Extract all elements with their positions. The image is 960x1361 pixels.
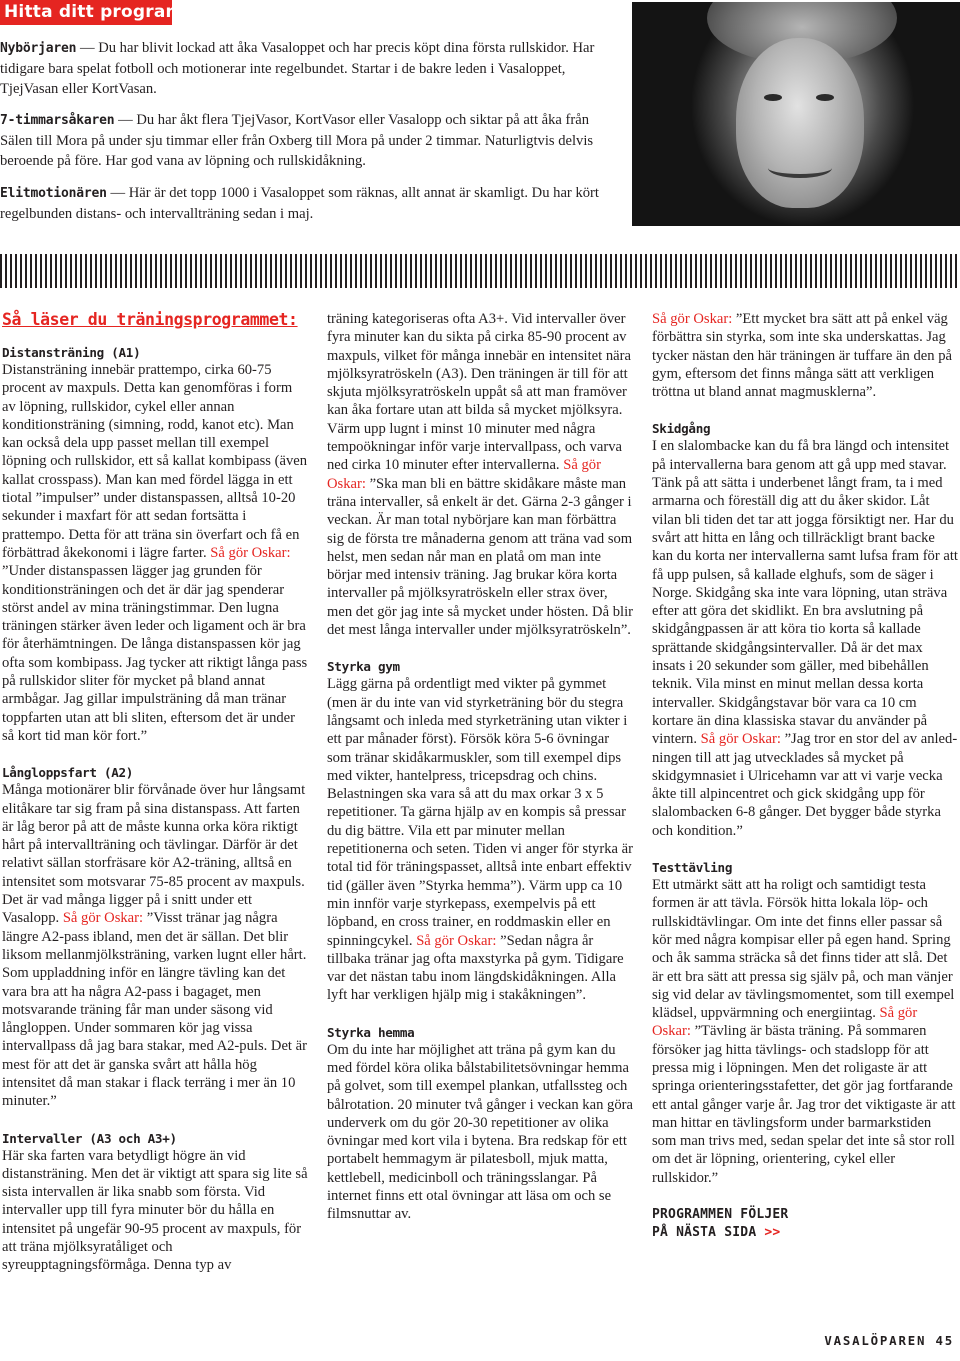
section-title: Så läser du träningsprogrammet: [2,310,298,329]
oskar-label: Så gör Oskar: [327,457,601,492]
next-line-1: PROGRAMMEN FÖLJER [652,1207,789,1223]
oskar-label: Så gör Oskar: [700,731,781,748]
page-footer: VASALÖPAREN 45 [824,1333,954,1348]
oskar-label: Så gör Oskar: [62,910,144,927]
intro-lead: Elitmotionären [0,186,107,201]
intro-dash: — [110,185,129,201]
paragraph: Lägg gärna på ordentligt med vikter på gymmet (men är du inte van vid styrketräning bör du stegra långsamt och inleda med styrketräning utan vikter i ett par månader först). Försök köra 5-6 övningar som tränar skidåkarmuskler, som till exempel dips med vikter, hantelpress, tricepsdrag och chins. Belastningen ska vara så att du max orkar 3 x 5 repetitioner. Ta gärna hjälp av en kompis så pressar du dig bättre. Vila ett par minuter mellan repetitionerna och seten. Tiden vi anger för styrka är total tid för träningspasset, alltså inte enbart effektiv tid (gäller även ”Styrka hemma”). Värm upp ca 10 min innför varje styrkepass, exempelvis på ett löpband, en cross trainer, en roddmaskin eller en spinningcykel. Så gör Oskar: ”Sedan några år tillbaka tränar jag ofta maxstyrka på gym. Tidigare var det nästan tabu inom längdskidåkningen. Alla lyft har verkligen hjälp mig i stakåkningen”. [327,676,633,1004]
heading-intervaller: Intervaller (A3 och A3+) [2,1130,177,1146]
headline-title: Hitta ditt program [4,2,184,22]
oskar-label: Så gör Oskar: [652,1005,918,1040]
photo-eye [816,94,834,101]
oskar-label: Så gör Oskar: [416,932,497,949]
heading-distanstraning: Distansträning (A1) [2,345,141,360]
heading-langloppsfart: Långloppsfart (A2) [2,765,134,781]
intro-lead: Nybörjaren [0,41,77,56]
heading-styrka-gym: Styrka gym [327,659,400,675]
intro-7timmarsakaren [0,110,610,172]
intro-lead: 7-timmarsåkaren [0,113,115,128]
portrait-photo [632,2,960,226]
barcode-divider [0,254,960,288]
intro-elitmotionaren [0,183,610,224]
next-arrow-icon: >> [764,1225,781,1241]
heading-styrka-hemma: Styrka hemma [327,1024,415,1040]
intro-text: Du har blivit lockad att åka Vasaloppet och har precis köpt dina första rullskidor. Har tidigare bara spelat fotboll och motionerar inte regelbundet. Startar i de bakre leden i Vasaloppet, TjejVasan eller KortVasan. [0,40,595,98]
paragraph: Här ska farten vara betydligt högre än vid distansträning. Men det är viktigt att spara sig lite så sista intervallen är lika snabb som första. Vid intervaller upp till fyra minuter bör du hålla en intensitet på ungefär 90-95 procent av maxpuls, för att träna mjölksyratåliget och syreupptagningsförmåga. Denna typ av [2,1147,308,1274]
column-1 [2,310,308,1275]
paragraph: Distansträning innebär prattempo, cirka 60-75 procent av maxpuls. Detta kan genomföras i form av löpning, rullskidor, cykel eller annan konditionsträning (simning, rodd, kanot etc). Man kan också dela upp passet mellan till exempel löpning och rullskidor, ett så kallat kombipass (även kallat crosspass). Man kan med fördel lägga in ett tiotal ”impulser” under distanspassen, alltså 10-20 sekunder i maxfart för att sedan fortsätta i prattempo. Detta för att träna sin överfart och få en förbättrad åkekonomi i lägre farter. Så gör Oskar: ”Under distanspassen lägger jag grunden för konditionsträningen och det är där jag spenderar störst andel av mina träningstimmar. Den lugna träningen stärker även leder och ligament och är bra för återhämtningen. De långa distanspassen kör jag ofta som kombipass. Jag tycker att riktigt långa pass på rullskidor sliter för mycket på bland annat armbågar. Jag gillar impulsträning då man tränar toppfarten utan att bli sliten, eftersom det är under så kort tid man kör fort.” [2,362,308,744]
oskar-label: Så gör Oskar: [210,544,291,561]
heading-testtavling: Testtävling [652,860,733,876]
paragraph: I en slalombacke kan du få bra längd och intensitet på intervallerna bara genom att gå upp med stavar. Tänk på att sätta i underbenet långt fram, ta i med armarna och föreställ dig att du åker skidor. Låt vilan bli tiden det tar att jogga försiktigt ner. Har du svårt att hitta en lång och tillräckligt brant backe kan du korta ner intervallerna samt lufsa fram för att få upp pulsen, så kallade elghufs, som de säger i Norge. Skidgång ska inte vara löpning, utan sträva efter att göra det skidlikt. En bra avslutning på skidgångpassen är att köra tio korta så kallade sprättande skidgångsintervaller. Då är det max insats i 20 sekunder som gäller, med bibehållen teknik. Vila minst en minut mellan dessa korta intervaller. Skidgångstavar bör vara ca 10 cm kortare än dina klassiska stavar du använder på vintern. Så gör Oskar: ”Jag tror en stor del av anledningen till att jag utvecklades så mycket på skidgymnasiet i Ulricehamn var att vi varje vecka åkte till alpincentret och gick skidgång upp för slalombacken 6-8 gånger. Det bygger både styrka och kondition.” [652,438,958,839]
column-3 [652,310,958,1242]
paragraph: Så gör Oskar: ”Ett mycket bra sätt att på enkel väg förbättra sin styrka, som inte ska underskattas. Jag tycker nästan den här träningen är tuffare än den på gym, eftersom det finns många sätt att verkligen tröttna ut bland annat magmusklerna”. [652,311,952,401]
heading-skidgang: Skidgång [652,421,711,437]
paragraph: träning kategoriseras ofta A3+. Vid intervaller över fyra minuter kan du sikta på cirka 85-90 procent av maxpuls, vilket för många innebär en intensitet nära mjölksyratröskeln (A3). Den träningen är till för att skjuta mjölksyratröskeln uppåt så att man framöver kan åka fortare utan att bilda så mycket mjölksyra. Värm upp lugnt i minst 10 minuter med några tempoökningar inför varje intervallpass, och varva ned cirka 10 minuter efter intervallerna. Så gör Oskar: ”Ska man bli en bättre skidåkare måste man träna intervaller, så enkelt är det. Gärna 2-3 gånger i veckan. Är man total nybörjare kan man förbättra sig de första tre månaderna genom att träna vad som helst, men sedan når man en platå om man inte börjar med intensiv träning. Jag brukar köra korta intervaller på mjölksyratröskeln eller strax över, men det gör jag inte så mycket under hösten. Då blir det mest långa intervaller under mjölksyratröskeln”. [327,311,633,639]
intro-dash: — [118,112,137,128]
paragraph: Om du inte har möjlighet att träna på gym kan du med fördel köra olika bålstabilitetsövningar hemma på golvet, som till exempel plankan, utfallssteg och bålrotation. 20 minuter två gånger i veckan kan göra underverk om du gör 20-30 repetitioner av olika övningar med kort vila i bytena. Bra redskap för ett portabelt hemmagym är pilatesboll, mjuk matta, kettlebell, medicinboll och träningsslangar. På internet finns ett otal övningar att läsa om och se filmsnuttar av. [327,1041,633,1223]
photo-eye [764,94,782,101]
next-line-2: PÅ NÄSTA SIDA >> [652,1225,781,1241]
intro-text: Du har åkt flera TjejVasor, KortVasor eller Vasalopp och siktar på att åka från Sälen till Mora på under sju timmar eller från Oxberg till Mora på under 2 timmar. Naturligtvis delvis beroende på före. Har god vana av löpning och rullskidåkning. [0,112,594,170]
intro-text: Här är det topp 1000 i Vasaloppet som räknas, allt annat är skamligt. Du har kört regelbunden distans- och intervallträning sedan i maj. [0,185,599,223]
oskar-label: Så gör Oskar: [652,311,733,327]
next-page-note [652,1206,958,1242]
intro-nyborjaren [0,38,610,100]
intro-dash: — [79,40,99,56]
photo-face [736,38,864,208]
paragraph: Ett utmärkt sätt att ha roligt och samtidigt testa formen är att tävla. Försök hitta lokala löp- och rullskidtävlingar. Om inte det finns eller passar så kör med några kompisar eller på egen hand. Spring och åk samma sträcka så det finns tider att slå. Det är ett bra sätt att pressa sig själv på, och man vänjer sig vid delar av tävlingsmomentet, som till exempel klädsel, uppvärmning och energiintag. Så gör Oskar: ”Tävling är bästa träning. På sommaren försöker jag hitta tävlings- och stadslopp för att pressa mig i löpningen. Men det roligaste är att springa orienteringsstafetter, det gör jag fortfarande ett antal gånger varje år. Jag tror det viktigaste är att man hittar en tävlingsform under barmarkstiden som man trivs med, sedan spelar det inte så stor roll om det är löpning, orientering, cykel eller rullskidor.” [652,877,956,1186]
paragraph: Många motionärer blir förvånade över hur långsamt elitåkare tar sig fram på sina distanspass. Att farten är låg beror på att de måste kunna orka köra riktigt hårt på intervallträning och tävlingar. Därför är det relativt sällan storfräsare kör A2-träning, alltså en intensitet som motsvarar 75-85 procent av maxpuls. Det är vad många ligger på i snitt under ett Vasalopp. Så gör Oskar: ”Visst tränar jag några längre A2-pass ibland, men det är sällan. Det blir liksom mellanmjölksträning, varken lugnt eller hårt. Som uppladdning inför en längre tävling kan det vara bra att ha några A2-pass i bagaget, men motsvarande träning får man under säsong vid långloppen. Under sommaren kör jag vissa intervallpass då jag bara stakar, med A2-puls. Det är mest för att det är ganska svårt att hålla hög intensitet då man stakar i flack terräng i mer än 10 minuter.” [2,782,307,1110]
column-2 [327,310,633,1224]
photo-mouth [768,158,832,178]
